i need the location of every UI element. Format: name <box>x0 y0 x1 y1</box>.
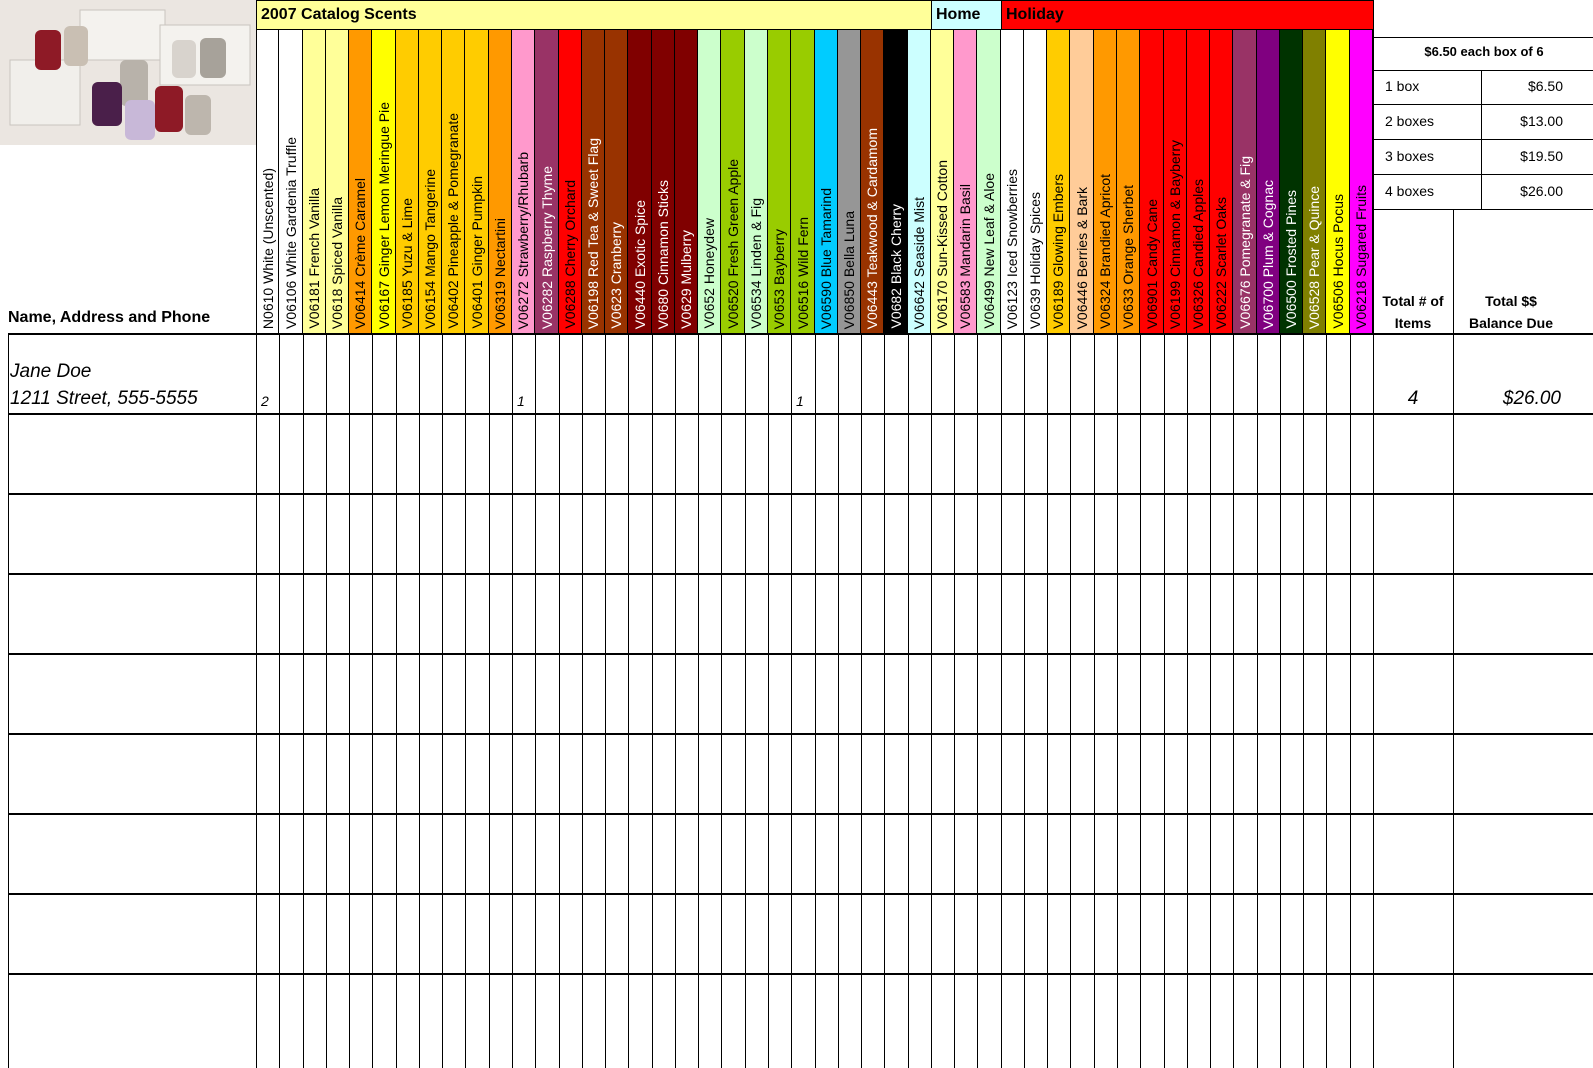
scent-header-8 <box>419 30 442 333</box>
scent-header-37 <box>1094 30 1117 333</box>
scent-header-45 <box>1280 30 1303 333</box>
row-rule <box>8 493 1593 495</box>
pricing-rule <box>1373 37 1593 38</box>
scent-label: V06534 Linden & Fig <box>748 198 764 329</box>
scent-label: V0618 Spiced Vanilla <box>329 196 345 329</box>
scent-header-24 <box>791 30 815 333</box>
row-rule <box>8 573 1593 575</box>
price-qty-label: 4 boxes <box>1385 183 1435 199</box>
scent-label: V06850 Bella Luna <box>841 210 857 329</box>
scent-header-48 <box>1350 30 1373 333</box>
scent-label: V06520 Fresh Green Apple <box>724 159 741 329</box>
scent-header-1 <box>256 30 279 333</box>
order-total-items[interactable]: 4 <box>1407 388 1419 409</box>
grid-column-rule <box>838 333 839 1068</box>
balance-due-header-line2: Balance Due <box>1468 315 1554 331</box>
scent-label: V0652 Honeydew <box>701 218 717 329</box>
scent-header-47 <box>1326 30 1350 333</box>
grid-column-rule <box>977 333 978 1068</box>
scent-label: V06199 Cinnamon & Bayberry <box>1167 139 1183 329</box>
scent-header-5 <box>349 30 372 333</box>
grid-column-rule <box>442 333 443 1068</box>
scent-header-30 <box>931 30 954 333</box>
scent-header-26 <box>838 30 861 333</box>
scent-header-10 <box>465 30 489 333</box>
scent-label: V06528 Pear & Quince <box>1306 185 1322 329</box>
scent-label: V06123 Iced Snowberries <box>1004 168 1020 329</box>
pricing-rule <box>1373 139 1593 140</box>
scent-label: V0639 Holiday Spices <box>1027 192 1043 329</box>
order-qty[interactable]: 1 <box>796 393 804 409</box>
grid-column-rule <box>1001 333 1002 1068</box>
grid-column-rule <box>1187 333 1188 1068</box>
grid-column-rule <box>396 333 397 1068</box>
grid-column-rule <box>349 333 350 1068</box>
scent-header-12 <box>512 30 535 333</box>
scent-label: V06414 Crème Caramel <box>352 178 368 329</box>
scent-label: V06170 Sun-Kissed Cotton <box>934 160 950 329</box>
scent-header-4 <box>326 30 349 333</box>
grid-column-rule <box>861 333 862 1068</box>
scent-label: V06446 Berries & Bark <box>1073 186 1090 329</box>
scent-header-13 <box>535 30 559 333</box>
scent-header-3 <box>303 30 326 333</box>
scent-label: V06506 Hocus Pocus <box>1329 194 1346 329</box>
left-border <box>8 333 9 1068</box>
grid-column-rule <box>1350 333 1351 1068</box>
scent-header-35 <box>1047 30 1070 333</box>
price-amount: $19.50 <box>1520 148 1563 164</box>
scent-label: V06181 French Vanilla <box>306 188 322 329</box>
grid-column-rule <box>791 333 792 1068</box>
grid-column-rule <box>372 333 373 1068</box>
grid-column-rule <box>884 333 885 1068</box>
grid-column-rule <box>512 333 513 1068</box>
scent-header-2 <box>279 30 303 333</box>
price-amount: $26.00 <box>1520 183 1563 199</box>
price-qty-label: 2 boxes <box>1385 113 1435 129</box>
scent-header-21 <box>721 30 745 333</box>
grid-column-rule <box>721 333 722 1068</box>
row-rule <box>8 333 1593 335</box>
scent-header-39 <box>1140 30 1164 333</box>
grid-column-rule <box>745 333 746 1068</box>
scent-label: V06154 Mango Tangerine <box>422 168 438 329</box>
scent-label: V06198 Red Tea & Sweet Flag <box>585 137 601 329</box>
home-band: Home <box>931 0 1001 30</box>
candles-photo <box>0 0 258 145</box>
grid-column-rule <box>1373 333 1374 1068</box>
scent-header-23 <box>768 30 791 333</box>
total-items-header-line2: Items <box>1394 315 1432 331</box>
grid-column-rule <box>908 333 909 1068</box>
pricing-divider <box>1481 70 1482 209</box>
total-items-header-line1: Total # of <box>1382 293 1444 309</box>
grid-column-rule <box>1047 333 1048 1068</box>
grid-column-rule <box>256 333 257 1068</box>
scent-label: V06901 Candy Cane <box>1143 199 1160 329</box>
scent-label: V06440 Exotic Spice <box>631 199 648 329</box>
grid-column-rule <box>1140 333 1141 1068</box>
grid-column-rule <box>954 333 955 1068</box>
scent-label: V06189 Glowing Embers <box>1050 174 1066 329</box>
grid-column-rule <box>675 333 676 1068</box>
scent-label: V06272 Strawberry/Rhubarb <box>515 151 531 329</box>
scent-label: V0633 Orange Sherbet <box>1120 185 1136 329</box>
grid-column-rule <box>1070 333 1071 1068</box>
scent-header-9 <box>442 30 465 333</box>
scent-label: V06326 Candied Apples <box>1190 178 1206 329</box>
scent-label: V06324 Brandied Apricot <box>1097 174 1113 329</box>
scent-label: V06676 Pomegranate & Fig <box>1236 156 1253 329</box>
scent-label: V06500 Frosted Pines <box>1283 190 1299 329</box>
balance-due-header <box>1453 290 1569 334</box>
scent-header-22 <box>745 30 768 333</box>
scent-label: V06401 Ginger Pumpkin <box>468 176 485 329</box>
holiday-band: Holiday <box>1001 0 1373 30</box>
scent-header-31 <box>954 30 977 333</box>
scent-label: V06185 Yuzu & Lime <box>399 198 415 329</box>
scent-header-11 <box>489 30 512 333</box>
grid-column-rule <box>1117 333 1118 1068</box>
pricing-rule <box>1373 104 1593 105</box>
total-items-header <box>1373 290 1453 334</box>
scent-label: V06700 Plum & Cognac <box>1260 179 1276 329</box>
grid-column-rule <box>628 333 629 1068</box>
balance-due-header-line1: Total $$ <box>1485 293 1537 309</box>
pricing-rule <box>1373 70 1593 71</box>
row-rule <box>8 733 1593 735</box>
price-qty-label: 1 box <box>1385 78 1420 94</box>
scent-label: V0680 Cinnamon Sticks <box>655 179 671 329</box>
grid-column-rule <box>652 333 653 1068</box>
scent-header-44 <box>1257 30 1280 333</box>
grid-column-rule <box>582 333 583 1068</box>
price-amount: $6.50 <box>1527 78 1563 94</box>
grid-column-rule <box>535 333 536 1068</box>
scent-header-41 <box>1187 30 1210 333</box>
scent-header-29 <box>908 30 931 333</box>
scent-label: V06642 Seaside Mist <box>911 196 927 329</box>
scent-label: N0610 White (Unscented) <box>259 167 276 329</box>
grid-column-rule <box>326 333 327 1068</box>
grid-column-rule <box>1094 333 1095 1068</box>
balance-divider <box>1453 209 1454 1068</box>
scent-label: V06288 Cherry Orchard <box>562 180 578 329</box>
scent-label: V06282 Raspberry Thyme <box>538 165 555 329</box>
grid-column-rule <box>1303 333 1304 1068</box>
scent-header-7 <box>396 30 419 333</box>
price-qty-label: 3 boxes <box>1385 148 1435 164</box>
scent-header-18 <box>652 30 675 333</box>
scent-header-34 <box>1024 30 1047 333</box>
scent-header-32 <box>977 30 1001 333</box>
grid-column-rule <box>768 333 769 1068</box>
grid-column-rule <box>1326 333 1327 1068</box>
order-qty[interactable]: 2 <box>261 393 269 409</box>
row-rule <box>8 413 1593 415</box>
scent-header-38 <box>1117 30 1140 333</box>
grid-column-rule <box>489 333 490 1068</box>
scent-label: V0653 Bayberry <box>771 228 787 329</box>
scent-label: V06499 New Leaf & Aloe <box>980 173 997 329</box>
order-name[interactable]: Jane Doe <box>10 361 92 382</box>
scent-header-33 <box>1001 30 1024 333</box>
grid-column-rule <box>303 333 304 1068</box>
scent-label: V0623 Cranberry <box>608 222 624 329</box>
order-address[interactable]: 1211 Street, 555-5555 <box>10 388 198 409</box>
scent-header-6 <box>372 30 396 333</box>
pricing-rule <box>1373 174 1593 175</box>
scent-header-16 <box>605 30 628 333</box>
grid-column-rule <box>1024 333 1025 1068</box>
grid-column-rule <box>1210 333 1211 1068</box>
pricing-title: $6.50 each box of 6 <box>1424 44 1544 59</box>
scent-label: V06218 Sugared Fruits <box>1353 185 1369 329</box>
name-address-phone-header: Name, Address and Phone <box>8 309 211 326</box>
scent-label: V06516 Wild Fern <box>794 216 811 329</box>
scent-header-43 <box>1233 30 1257 333</box>
row-rule <box>8 813 1593 815</box>
catalog-scents-band: 2007 Catalog Scents <box>256 0 931 30</box>
grid-column-rule <box>1164 333 1165 1068</box>
scent-label: V0629 Mulberry <box>678 230 694 329</box>
scent-header-14 <box>559 30 582 333</box>
scent-label: V06222 Scarlet Oaks <box>1213 196 1229 329</box>
pricing-rule <box>1373 209 1593 210</box>
grid-column-rule <box>279 333 280 1068</box>
scent-header-19 <box>675 30 698 333</box>
scent-header-28 <box>884 30 908 333</box>
price-amount: $13.00 <box>1520 113 1563 129</box>
grid-column-rule <box>815 333 816 1068</box>
scent-label: V0682 Black Cherry <box>887 204 904 329</box>
row-rule <box>8 973 1593 975</box>
grid-column-rule <box>1257 333 1258 1068</box>
scent-header-27 <box>861 30 884 333</box>
scent-header-20 <box>698 30 721 333</box>
scent-label: V06319 Nectartini <box>492 217 508 329</box>
grid-column-rule <box>698 333 699 1068</box>
grid-column-rule <box>1280 333 1281 1068</box>
scent-label: V06167 Ginger Lemon Meringue Pie <box>375 101 392 329</box>
order-qty[interactable]: 1 <box>517 393 525 409</box>
scent-label: V06590 Blue Tamarind <box>818 187 834 329</box>
scent-label: V06583 Mandarin Basil <box>957 184 973 329</box>
row-rule <box>8 653 1593 655</box>
grid-column-rule <box>1233 333 1234 1068</box>
scent-header-17 <box>628 30 652 333</box>
scent-label: V06443 Teakwood & Cardamom <box>864 127 880 329</box>
scent-label: V06402 Pineapple & Pomegranate <box>445 113 461 329</box>
row-rule <box>8 893 1593 895</box>
grid-column-rule <box>931 333 932 1068</box>
scent-header-46 <box>1303 30 1326 333</box>
grid-column-rule <box>559 333 560 1068</box>
grid-column-rule <box>465 333 466 1068</box>
scent-header-15 <box>582 30 605 333</box>
scent-header-25 <box>815 30 838 333</box>
grid-column-rule <box>419 333 420 1068</box>
scent-label: V06106 White Gardenia Truffle <box>282 137 299 329</box>
scent-header-42 <box>1210 30 1233 333</box>
grid-column-rule <box>605 333 606 1068</box>
order-balance-due[interactable]: $26.00 <box>1502 388 1561 409</box>
candles-image-icon <box>0 0 258 145</box>
scent-header-40 <box>1164 30 1187 333</box>
scent-header-36 <box>1070 30 1094 333</box>
